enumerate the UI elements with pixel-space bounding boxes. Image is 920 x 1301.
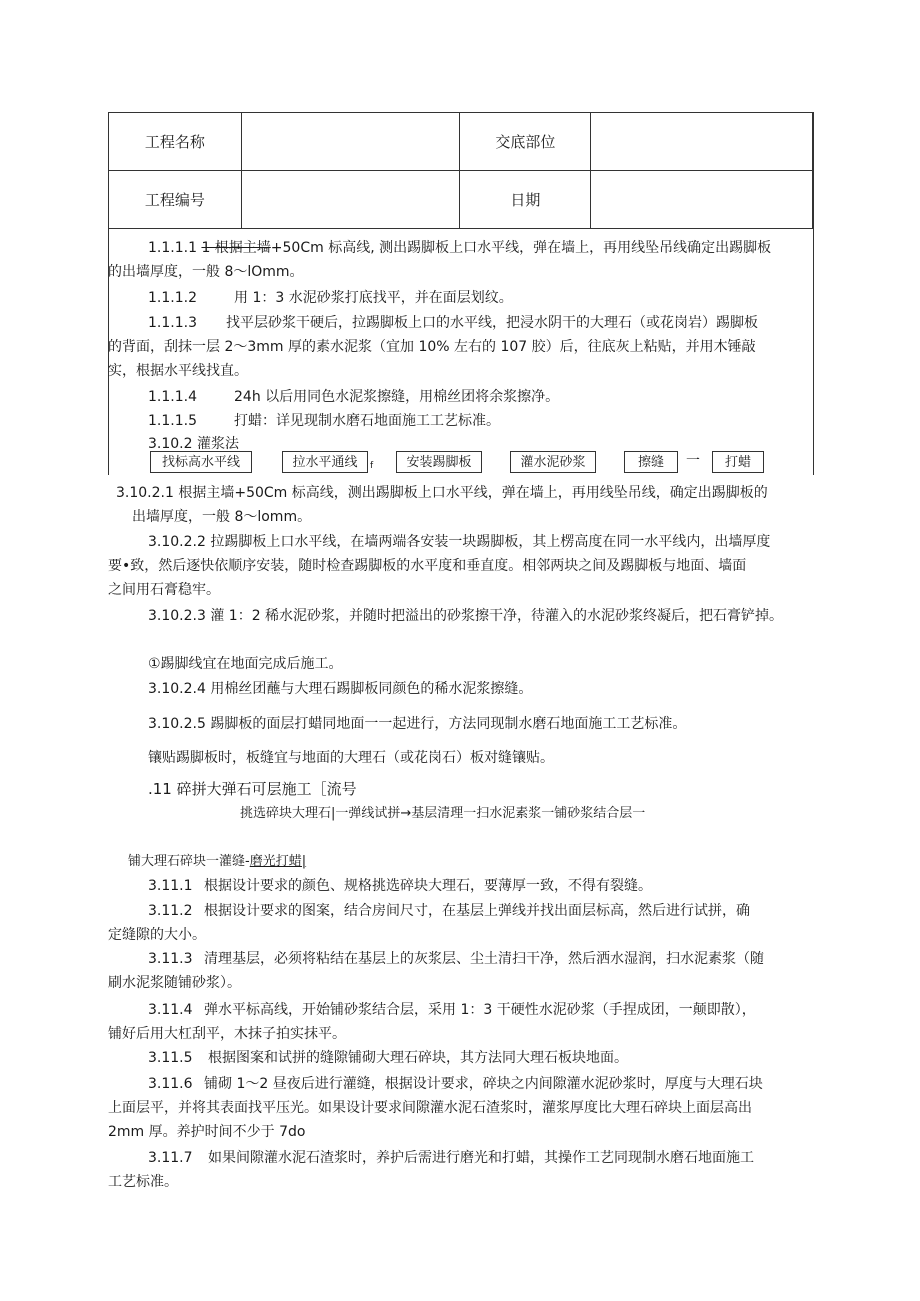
para-3-10-2-2-cont1: 要•致，然后逐快依顺序安装，随时检查踢脚板的水平度和垂直度。相邻两块之间及踢脚板与地面、墙面 (108, 558, 747, 574)
para-3-10-2-5: 3.10.2.5 踢脚板的面层打蜡同地面一一起进行，方法同现制水磨石地面施工工艺标准。 (148, 716, 687, 732)
flow-mark-f: f (370, 461, 374, 471)
item-3-11-4-cont: 铺好后用大杠刮平，木抹子拍实抹平。 (108, 1026, 346, 1042)
note-skirting: ①踢脚线宜在地面完成后施工。 (148, 656, 343, 672)
para-3-10-2-4: 3.10.2.4 用棉丝团蘸与大理石踢脚板同颜色的稀水泥浆擦缝。 (148, 681, 533, 697)
project-name-label: 工程名称 (109, 113, 242, 171)
item-3-11-7: 3.11.7 如果间隙灌水泥石渣浆时，养护后需进行磨光和打蜡，其操作工艺同现制水磨石地面施工 (148, 1150, 754, 1166)
handover-part-value (591, 113, 813, 171)
item-3-11-7-cont: 工艺标准。 (108, 1174, 178, 1190)
section-3-11-title: .11 碎拼大弹石可层施工［流号 (148, 780, 357, 798)
section-3-11-flow-2: 铺大理石碎块一灌缝-磨光打蜡| (128, 854, 307, 869)
para-3-10-2-1-cont: 出墙厚度，一般 8～lomm。 (132, 509, 312, 525)
flow-step-3: 安装踢脚板 (396, 451, 482, 473)
handover-part-label: 交底部位 (460, 113, 591, 171)
item-3-11-4: 3.11.4 弹水平标高线，开始铺砂浆结合层，采用 1：3 干硬性水泥砂浆（手捏成团，一颠即散）， (148, 1002, 756, 1018)
para-1-1-1-5: 1.1.1.5 打蜡：详见现制水磨石地面施工工艺标准。 (148, 413, 500, 429)
para-1-1-1-3-cont1: 的背面，刮抹一层 2～3mm 厚的素水泥浆（宜加 10% 左右的 107 胶）后，往底灰上粘贴，并用木锤敲 (108, 339, 756, 355)
flow-step-4: 灌水泥砂浆 (510, 451, 596, 473)
flow-dash: 一 (686, 453, 700, 469)
para-3-10-2-2-cont2: 之间用石膏稳牢。 (108, 582, 220, 598)
date-value (591, 171, 813, 229)
para-1-1-1-1-cont: 的出墙厚度，一般 8～lOmm。 (108, 264, 304, 280)
item-3-11-2: 3.11.2 根据设计要求的图案，结合房间尺寸，在基层上弹线并找出面层标高，然后进行试拼，确 (148, 903, 750, 919)
para-1-1-1-2: 1.1.1.2 用 1：3 水泥砂浆打底找平，并在面层划纹。 (148, 290, 513, 306)
item-3-11-3-cont: 刷水泥浆随铺砂浆）。 (108, 975, 241, 991)
para-3-10-2-1: 3.10.2.1 根据主墙+50Cm 标高线，测出踢脚板上口水平线，弹在墙上，再用线坠吊线，确定出踢脚板的 (116, 485, 768, 501)
section-3-10-2-title: 3.10.2 灌浆法 (148, 436, 239, 452)
flow-step-6: 打蜡 (712, 451, 764, 473)
item-3-11-3: 3.11.3 清理基层，必须将粘结在基层上的灰浆层、尘土清扫干净，然后洒水湿润，扫水泥素浆（随 (148, 951, 764, 967)
para-1-1-1-3-cont2: 实，根据水平线找直。 (108, 363, 248, 379)
item-3-11-5: 3.11.5 根据图案和试拼的缝隙铺砌大理石碎块，其方法同大理石板块地面。 (148, 1050, 628, 1066)
item-3-11-6-cont2: 2mm 厚。养护时间不少于 7do (108, 1124, 306, 1140)
item-3-11-6-cont1: 上面层平，并将其表面找平压光。如果设计要求间隙灌水泥石渣浆时，灌浆厚度比大理石碎块上面层高出 (108, 1100, 752, 1116)
item-3-11-1: 3.11.1 根据设计要求的颜色、规格挑选碎块大理石，要薄厚一致，不得有裂缝。 (148, 878, 652, 894)
para-1-1-1-1: 1.1.1.1 1 根据主墙+50Cm 标高线, 测出踢脚板上口水平线，弹在墙上，再用线坠吊线确定出踢脚板 (148, 240, 772, 256)
para-3-10-2-2: 3.10.2.2 拉踢脚板上口水平线，在墙两端各安装一块踢脚板，其上楞高度在同一水平线内，出墙厚度 (148, 534, 771, 550)
para-1-1-1-4: 1.1.1.4 24h 以后用同色水泥浆擦缝，用棉丝团将余浆擦净。 (148, 389, 560, 405)
para-1-1-1-3: 1.1.1.3 找平层砂浆干硬后，拉踢脚板上口的水平线，把浸水阴干的大理石（或花岗岩）踢脚板 (148, 315, 758, 331)
header-table (108, 112, 813, 229)
para-3-10-2-3: 3.10.2.3 灌 1：2 稀水泥砂浆，并随时把溢出的砂浆擦干净，待灌入的水泥砂浆终凝后，把石膏铲掉。 (148, 608, 784, 624)
flow-step-2: 拉水平通线 (282, 451, 368, 473)
para-skirting-joint: 镶贴踢脚板时，板缝宜与地面的大理石（或花岗石）板对缝镶贴。 (148, 750, 554, 766)
section-3-11-flow-1: 挑选碎块大理石|一弹线试拼→基层清理一扫水泥素浆一铺砂浆结合层一 (240, 806, 646, 821)
flow-step-1: 找标高水平线 (150, 451, 252, 473)
item-3-11-6: 3.11.6 铺砌 1～2 昼夜后进行灌缝，根据设计要求，碎块之内间隙灌水泥砂浆时，厚度与大理石块 (148, 1076, 763, 1092)
project-name-value (241, 113, 460, 171)
project-number-value (241, 171, 460, 229)
project-number-label: 工程编号 (109, 171, 242, 229)
flow-step-5: 擦缝 (624, 451, 678, 473)
date-label: 日期 (460, 171, 591, 229)
item-3-11-2-cont: 定缝隙的大小。 (108, 927, 206, 943)
